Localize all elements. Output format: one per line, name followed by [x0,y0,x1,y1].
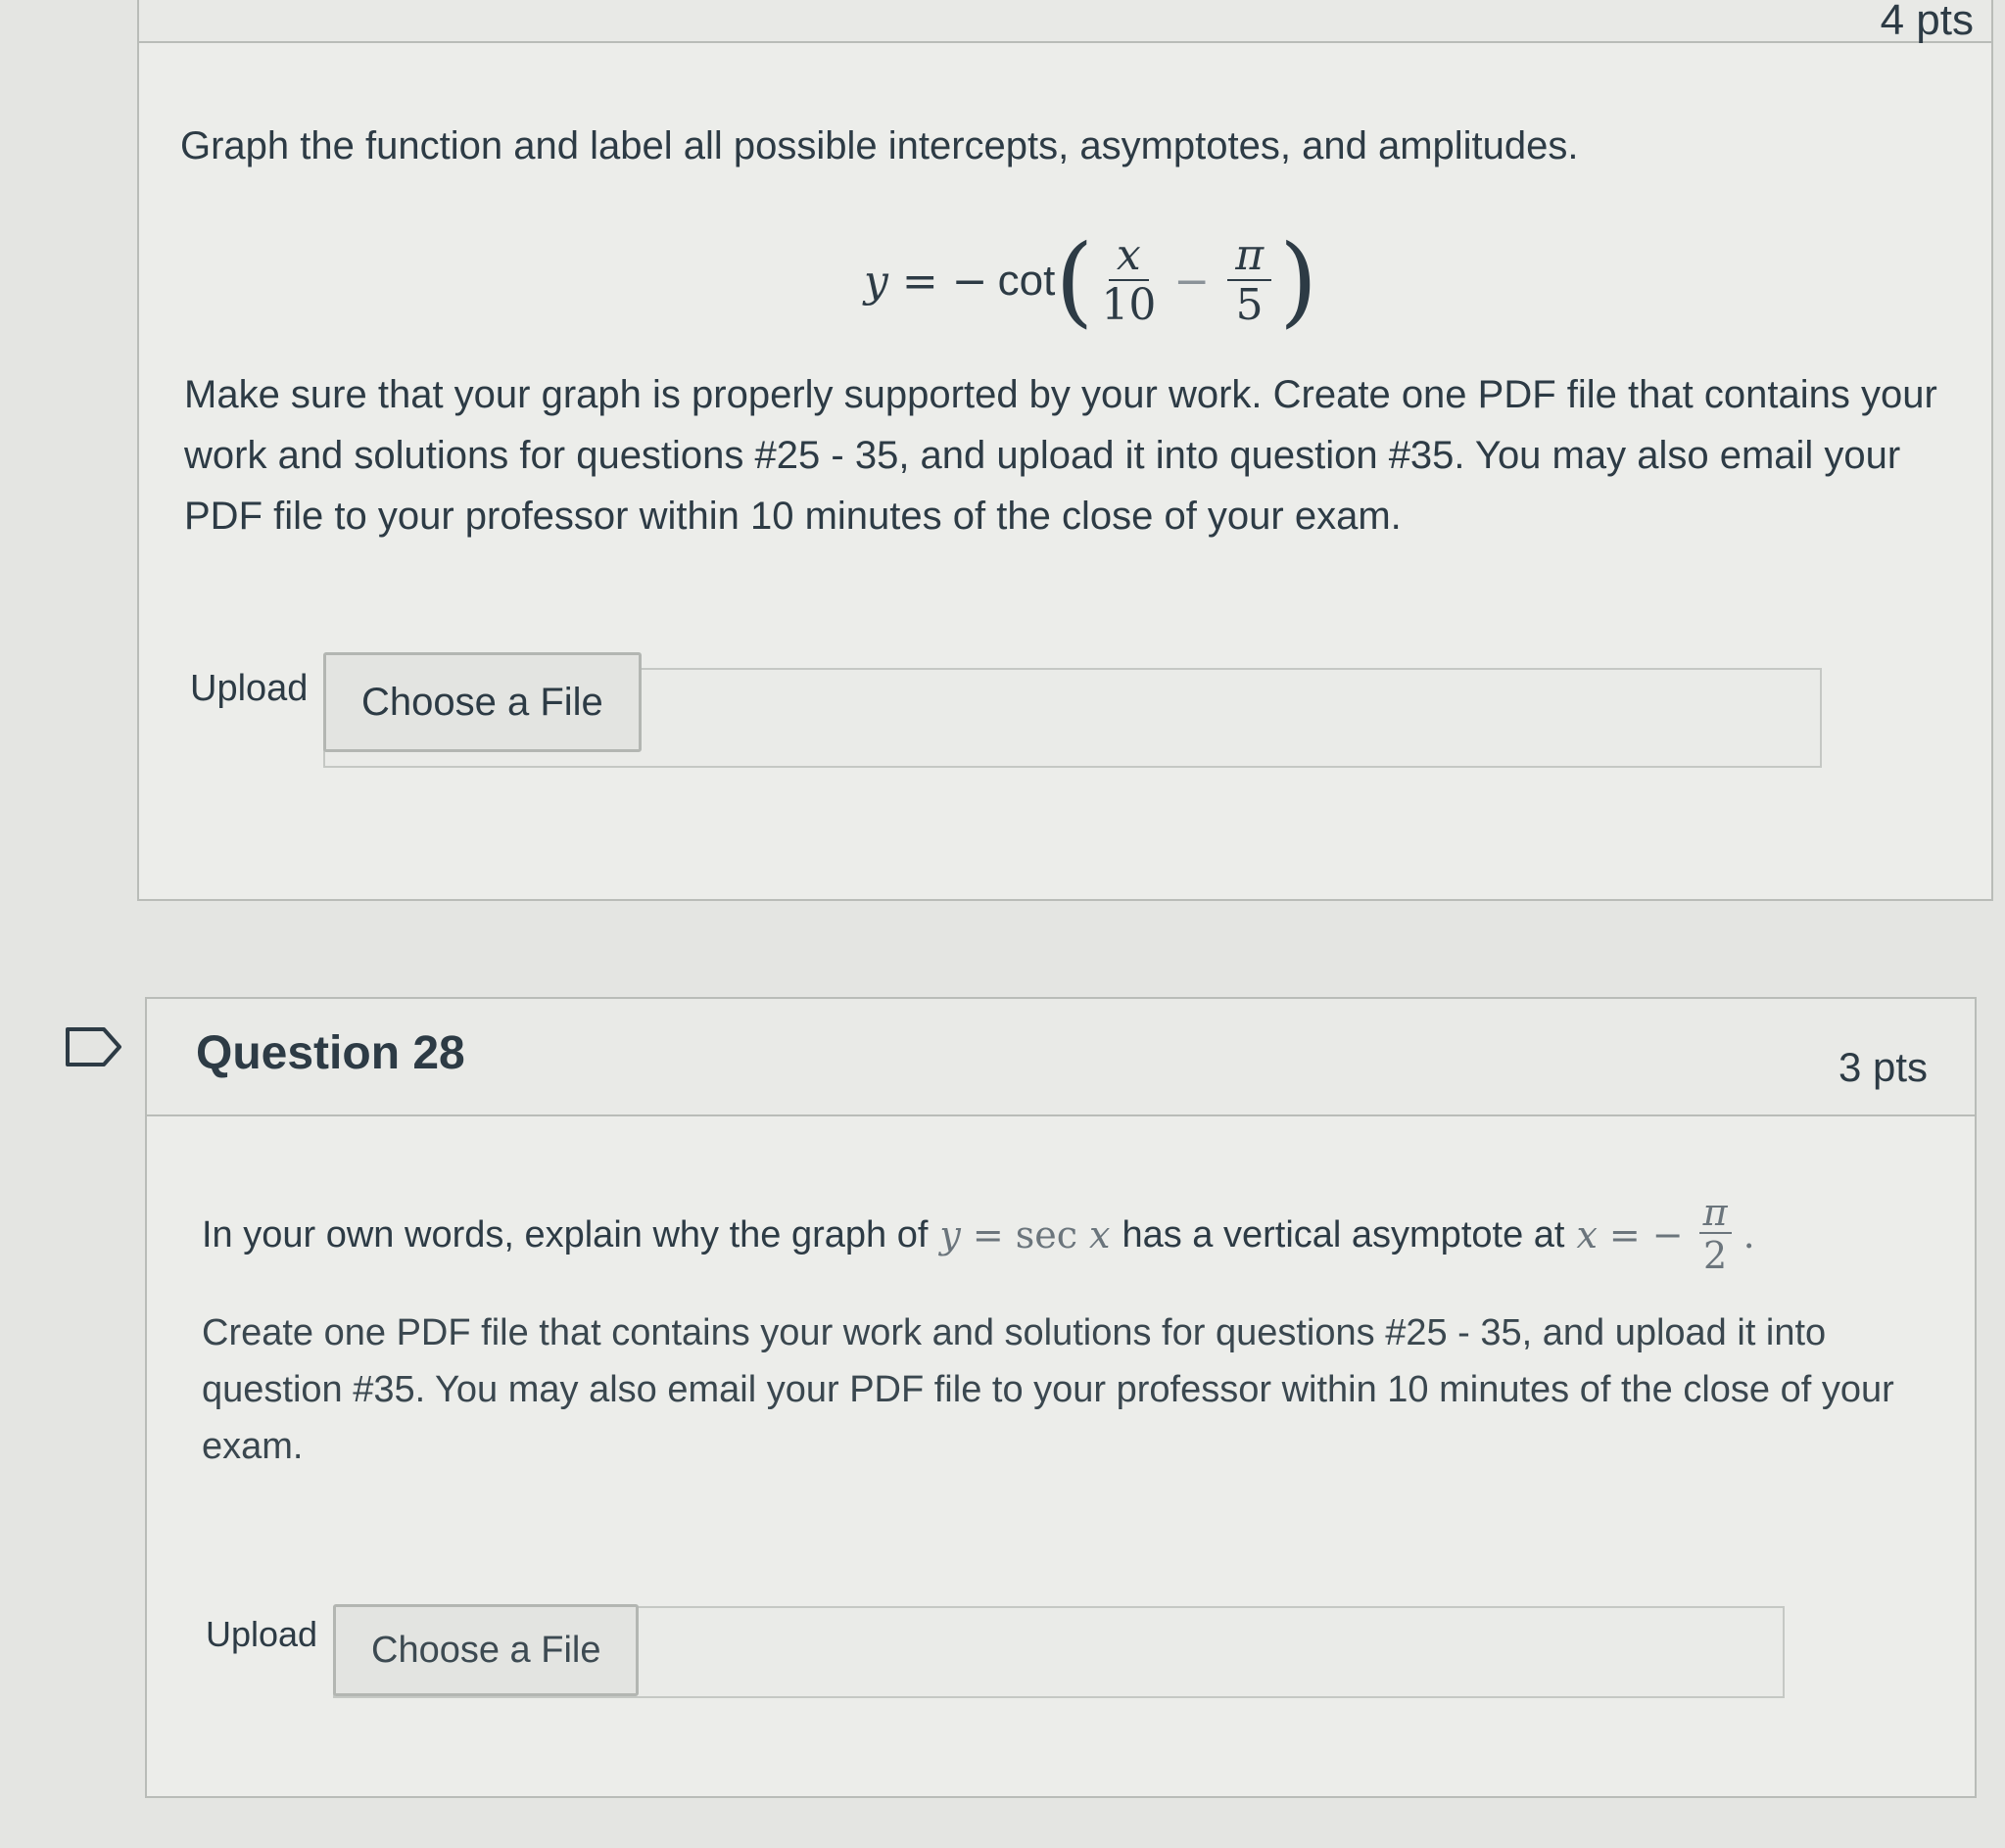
question-27-upload-label: Upload [190,668,309,709]
equation-open-paren: ( [1055,223,1094,338]
question-28-math-equals-2: = [1608,1213,1641,1256]
question-28-math-equals: = [972,1213,1004,1256]
question-28-math-x: x [1089,1213,1111,1256]
equation-neg: − [951,256,988,307]
equation-func: cot [997,257,1056,305]
question-28-math-y: y [939,1213,961,1256]
question-27-card [137,0,1993,901]
question-28-fraction [1699,1193,1732,1277]
question-28-math-sec: sec [1015,1213,1078,1256]
question-28-text-before: In your own words, explain why the graph of [202,1214,929,1256]
fraction-2-numerator: π [1227,232,1271,281]
question-28-header [147,999,1975,1116]
question-28-fraction-numerator: π [1699,1193,1732,1234]
question-28-upload-field[interactable] [333,1606,1785,1698]
equation-equals: = [901,256,938,307]
question-28-fraction-denominator: 2 [1702,1234,1728,1277]
question-28-period: . [1742,1213,1755,1256]
question-28-math-x2: x [1576,1213,1598,1256]
fraction-2-denominator: 5 [1235,280,1264,330]
question-28-text-middle: has a vertical asymptote at [1122,1214,1565,1256]
equation-lhs: y [864,256,888,307]
question-27-points: 4 pts [1880,0,1974,44]
question-27-header [139,0,1991,43]
question-27-upload-field[interactable] [323,668,1822,768]
equation-fraction-2 [1227,232,1271,330]
fraction-1-denominator: 10 [1101,280,1157,330]
question-28-math-neg: − [1651,1213,1684,1256]
equation-minus: − [1173,256,1211,307]
question-28-upload-label: Upload [206,1614,318,1654]
question-27-equation [864,223,1318,338]
equation-close-paren: ) [1279,223,1318,338]
question-28-card [145,997,1977,1798]
question-28-choose-file-button[interactable]: Choose a File [333,1604,639,1696]
fraction-1-numerator: x [1109,232,1149,281]
question-28-question [202,1193,1945,1277]
question-28-points: 3 pts [1838,1044,1928,1090]
question-27-choose-file-button[interactable]: Choose a File [323,652,642,752]
equation-fraction-1 [1101,232,1156,330]
flag-icon[interactable] [65,1026,123,1067]
question-28-instructions: Create one PDF file that contains your work and solutions for questions #25 - 35, and upload it into question #35. You may also email your PDF file to your professor within 10 minutes of the close of your exam. [202,1312,1894,1467]
question-28-title: Question 28 [196,1027,465,1079]
question-27-prompt: Graph the function and label all possible intercepts, asymptotes, and amplitudes. [180,124,1579,167]
question-27-instructions: Make sure that your graph is properly supported by your work. Create one PDF file that contains your work and solutions for questions #25 - 35, and upload it into question #35. You may also email your PDF file to your professor within 10 minutes of the close of your exam. [184,373,1937,538]
